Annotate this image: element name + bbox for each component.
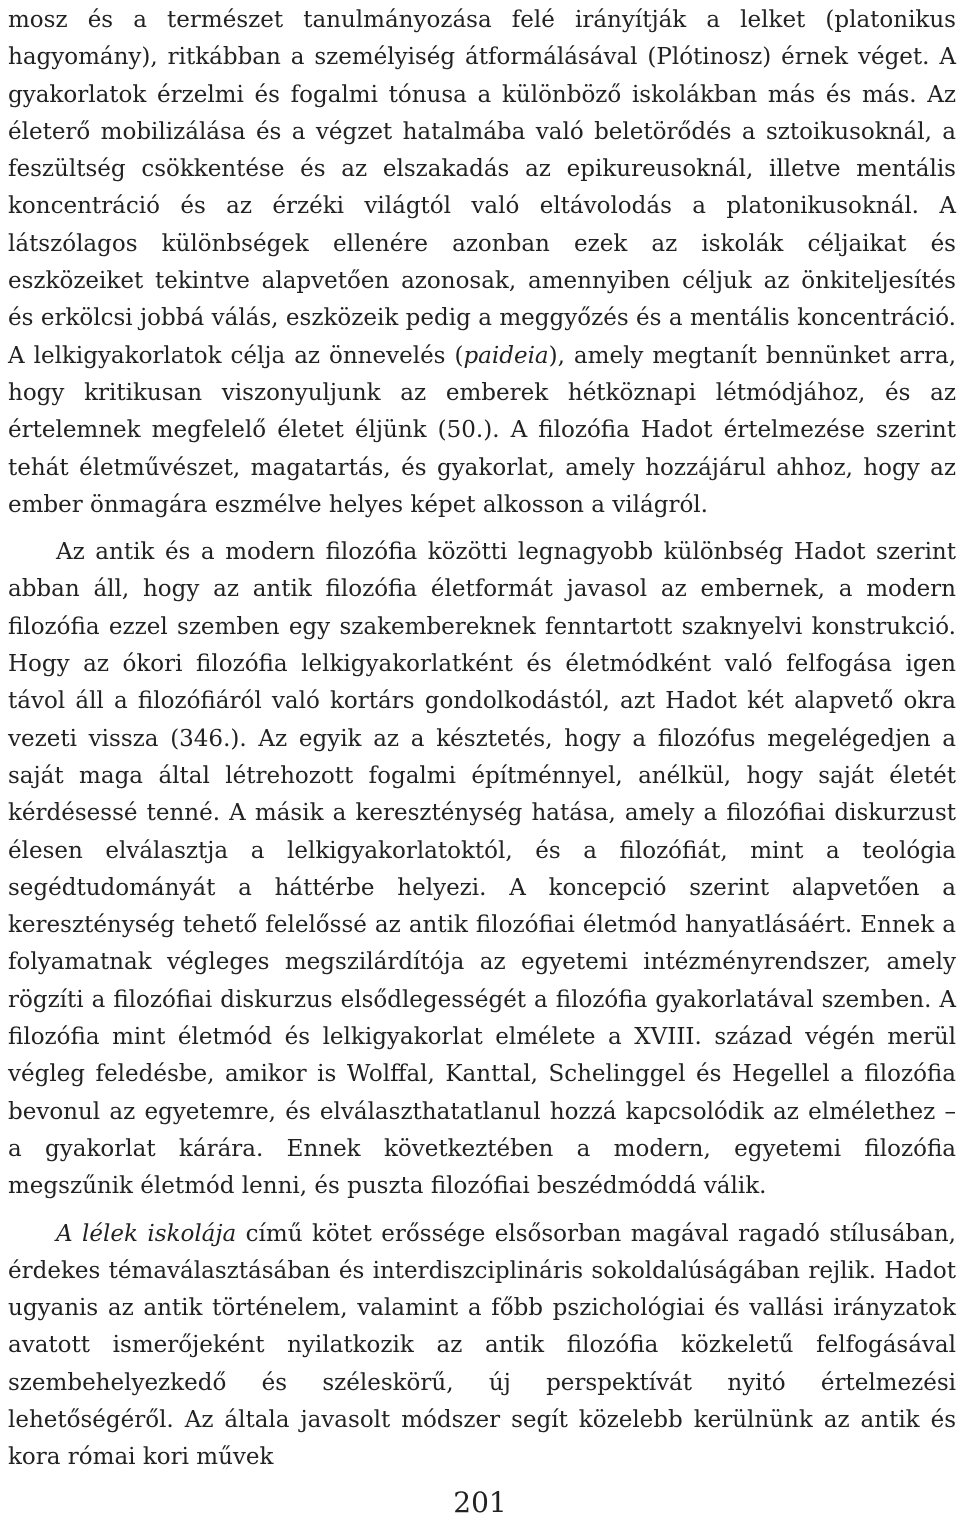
- paragraph-1-term-paideia: paideia: [463, 342, 549, 369]
- page-number: 201: [453, 1486, 507, 1519]
- paragraph-2: Az antik és a modern filozófia közötti legnagyobb különbség Hadot szerint abban áll, hogy az antik filozófia életformát javasol az embernek, a modern filozófia ezzel szemben egy szakembereknek fenntartott szaknyelvi konstrukció. Hogy az ókori filozófia lelkigyakorlatként és életmódként való felfogása igen távol áll a filozófiáról való kortárs gondolkodástól, azt Hadot két alapvető okra vezeti vissza (346.). Az egyik az a késztetés, hogy a filozófus megelégedjen a saját maga által létrehozott fogalmi építménnyel, anélkül, hogy saját életét kérdésessé tenné. A másik a kereszténység hatása, amely a filozófiai diskurzust élesen elválasztja a lelkigyakorlatoktól, és a filozófiát, mint a teológia segédtudományát a háttérbe helyezi. A koncepció szerint alapvetően a kereszténység tehető felelőssé az antik filozófiai életmód hanyatlásáért. Ennek a folyamatnak végleges megszilárdítója az egyetemi intézményrendszer, amely rögzíti a filozófiai diskurzus elsődlegességét a filozófia gyakorlatával szemben. A filozófia mint életmód és lelkigyakorlat elmélete a XVIII. század végén merül végleg feledésbe, amikor is Wolffal, Kanttal, Schelinggel és Hegellel a filozófia bevonul az egyetemre, és elválaszthatatlanul hozzá kapcsolódik az elmélethez – a gyakorlat kárára. Ennek következtében a modern, egyetemi filozófia megszűnik életmód lenni, és puszta filozófiai beszédmóddá válik.: [8, 539, 956, 1200]
- paragraph-3-book-title: A lélek iskolája: [56, 1220, 237, 1247]
- paragraph-3: [8, 1216, 956, 1477]
- paragraph-3-text: című kötet erőssége elsősorban magával ragadó stílusában, érdekes témaválasztásában és interdiszciplináris sokoldalúságában rejlik. Hadot ugyanis az antik történelem, valamint a főbb pszichológiai és vallási irányzatok avatott ismerőjeként nyilatkozik az antik filozófia közkeletű felfogásával szembehelyezkedő és széleskörű, új perspektívát nyitó értelmezési lehetőségéről. Az általa javasolt módszer segít közelebb kerülnünk az antik és kora római kori művek: [8, 1220, 956, 1471]
- paragraph-1: [8, 2, 956, 524]
- paragraph-1-text-b: ), amely megtanít bennünket arra, hogy kritikusan viszonyuljunk az emberek hétköznapi létmódjához, és az értelemnek megfelelő életet éljünk (50.). A filozófia Hadot értelmezése szerint tehát életművészet, magatartás, és gyakorlat, amely hozzájárul ahhoz, hogy az ember önmagára eszmélve helyes képet alkosson a világról.: [8, 342, 957, 518]
- paragraph-1-text-a: mosz és a természet tanulmányozása felé irányítják a lelket (platonikus hagyomány), ritkábban a személyiség átformálásával (Plótinosz) érnek véget. A gyakorlatok érzelmi és fogalmi tónusa a különböző iskolákban más és más. Az életerő mobilizálása és a végzet hatalmába való beletörődés a sztoikusoknál, a feszültség csökkentése és az elszakadás az epikureusoknál, illetve mentális koncentráció és az érzéki világtól való eltávolodás a platonikusoknál. A látszólagos különbségek ellenére azonban ezek az iskolák céljaikat és eszközeiket tekintve alapvetően azonosak, amennyiben céljuk az önkiteljesítés és erkölcsi jobbá válás, eszközeik pedig a meggyőzés és a mentális koncentráció. A lelkigyakorlatok célja az önnevelés (: [8, 7, 956, 369]
- page-body: [8, 2, 956, 1477]
